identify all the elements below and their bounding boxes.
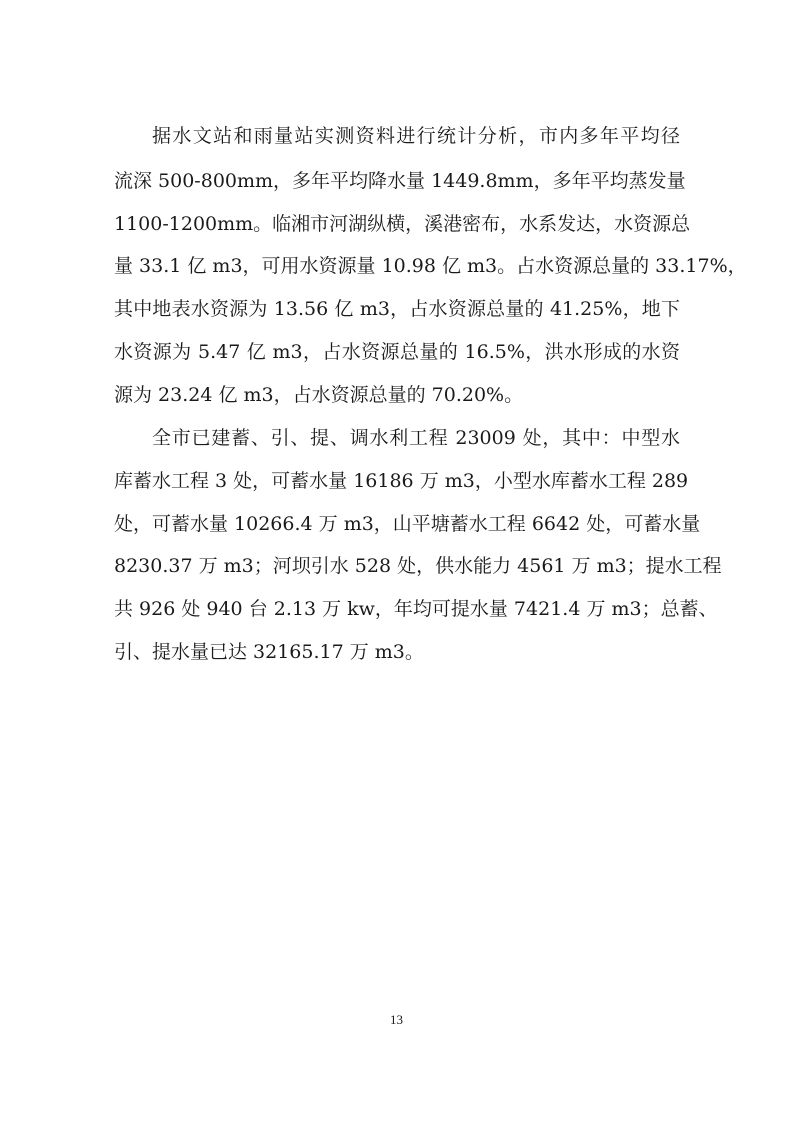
paragraph-1-line-2: 流深 500-800mm，多年平均降水量 1449.8mm，多年平均蒸发量: [114, 170, 686, 192]
page-number: 13: [390, 1012, 403, 1027]
paragraph-2-line-5: 共 926 处 940 台 2.13 万 kw，年均可提水量 7421.4 万 m3；总蓄、: [114, 598, 718, 620]
paragraph-1-line-3: 1100-1200mm。临湘市河湖纵横，溪港密布，水系发达，水资源总: [114, 213, 691, 235]
paragraph-1-line-4: 量 33.1 亿 m3，可用水资源量 10.98 亿 m3。占水资源总量的 33.17%，: [114, 255, 747, 277]
paragraph-1-line-1: 据水文站和雨量站实测资料进行统计分析，市内多年平均径: [152, 125, 680, 147]
paragraph-2-line-6: 引、提水量已达 32165.17 万 m3。: [114, 641, 424, 663]
paragraph-2-line-4: 8230.37 万 m3；河坝引水 528 处，供水能力 4561 万 m3；提水工程: [114, 555, 722, 577]
paragraph-2-line-1: 全市已建蓄、引、提、调水利工程 23009 处，其中：中型水: [152, 427, 680, 449]
paragraph-1-line-5: 其中地表水资源为 13.56 亿 m3，占水资源总量的 41.25%，地下: [114, 298, 680, 320]
paragraph-2-line-3: 处，可蓄水量 10266.4 万 m3，山平塘蓄水工程 6642 处，可蓄水量: [114, 513, 701, 535]
paragraph-1-line-6: 水资源为 5.47 亿 m3，占水资源总量的 16.5%，洪水形成的水资: [114, 341, 680, 363]
paragraph-2-line-2: 库蓄水工程 3 处，可蓄水量 16186 万 m3，小型水库蓄水工程 289: [114, 470, 689, 492]
paragraph-1-line-7: 源为 23.24 亿 m3，占水资源总量的 70.20%。: [114, 384, 524, 406]
